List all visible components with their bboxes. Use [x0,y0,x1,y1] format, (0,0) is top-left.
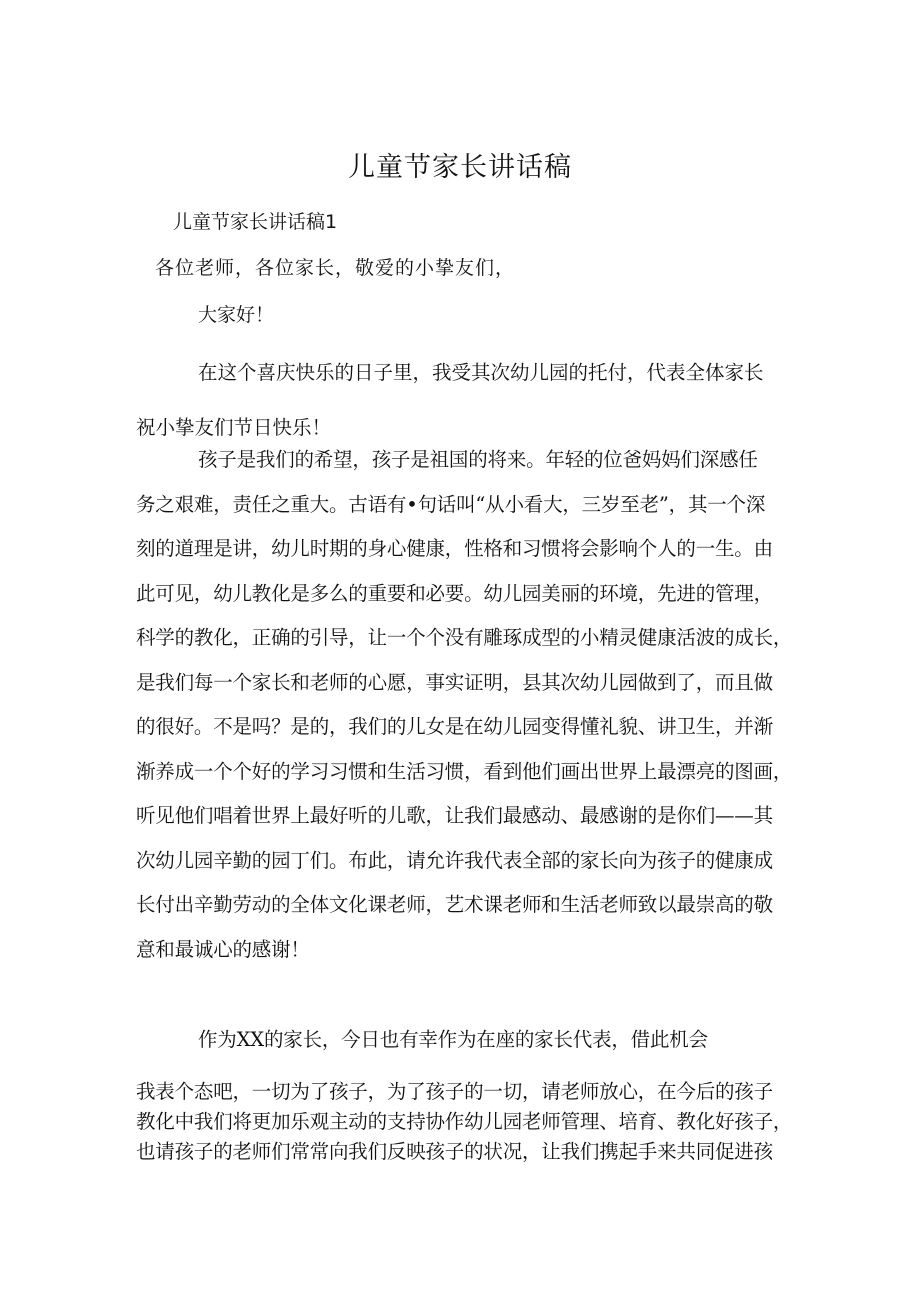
paragraph-line: 长付出辛勤劳动的全体文化课老师，艺术课老师和生活老师致以最崇高的敬 [136,893,773,916]
paragraph-line: 次幼儿园辛勤的园丁们。布此，请允许我代表全部的家长向为孩子的健康成 [136,848,773,872]
hello-line: 大家好！ [198,304,275,326]
paragraph-line: 也请孩子的老师们常常向我们反映孩子的状况，让我们携起手来共同促进孩 [136,1140,773,1163]
paragraph-line: 在这个喜庆快乐的日子里，我受其次幼儿园的托付，代表全体家长 [198,361,764,384]
greeting-line: 各位老师，各位家长，敬爱的小挚友们， [155,257,516,279]
paragraph-line: 意和最诚心的感谢！ [136,937,310,961]
paragraph-line: 的很好。不是吗？是的，我们的儿女是在幼儿园变得懂礼貌、讲卫生，并渐 [136,715,773,738]
document-title: 儿童节家长讲话稿 [348,152,572,183]
paragraph-2 [136,438,796,972]
paragraph-line: 渐养成一个个好的学习习惯和生活习惯，看到他们画出世界上最漂亮的图画， [136,759,793,783]
paragraph-line: 科学的教化，正确的引导，让一个个没有雕琢成型的小精灵健康活波的成长， [136,626,793,649]
paragraph-line: 作为XX的家长，今日也有幸作为在座的家长代表，借此机会 [198,1028,708,1051]
paragraph-line: 务之艰难，责任之重大。古语有•句话叫“从小看大，三岁至老”，其一个深 [136,492,766,516]
paragraph-line: 是我们每一个家长和老师的心愿，事实证明，县其次幼儿园做到了，而且做 [136,670,773,694]
paragraph-line: 此可见，幼儿教化是多么的重要和必要。幼儿园美丽的环境，先进的管理， [136,581,773,605]
paragraph-3 [136,1025,796,1167]
paragraph-line: 祝小挚友们节日快乐！ [136,416,332,439]
paragraph-line: 刻的道理是讲，幼儿时期的身心健康，性格和习惯将会影响个人的一生。由 [136,537,773,560]
document-subtitle: 儿童节家长讲话稿1 [173,211,338,233]
paragraph-line: 孩子是我们的希望，孩子是祖国的将来。年轻的位爸妈妈们深感任 [198,448,758,471]
paragraph-line: 听见他们唱着世界上最好听的儿歌，让我们最感动、最感谢的是你们——其 [136,804,773,827]
paragraph-line: 我表个态吧，一切为了孩子，为了孩子的一切，请老师放心，在今后的孩子 [136,1080,773,1103]
paragraph-line: 教化中我们将更加乐观主动的支持协作幼儿园老师管理、培育、教化好孩子， [136,1110,793,1133]
